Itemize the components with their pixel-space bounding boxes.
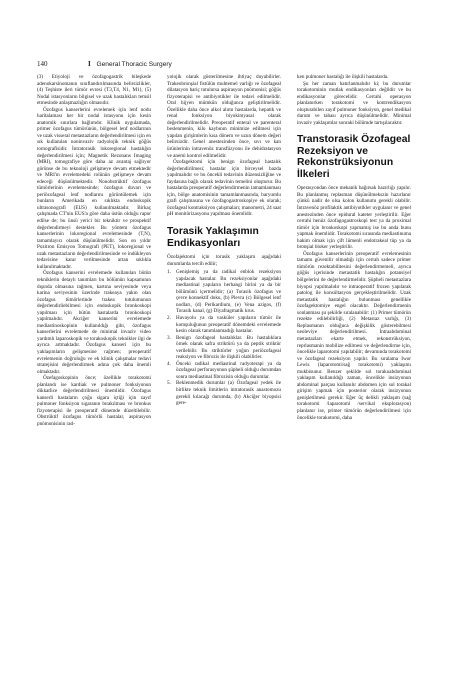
- paragraph: ken pulmoner hastalığı ile ilişkili hastalarda.: [297, 74, 389, 80]
- list-item: Beklenmedik durumlar (a) Özofageal yedek ile birlikte teknik limitlerin intratorasik anastomozu gerekli kılacağı durumda, (b) Akciğer biyopsisi gere-: [176, 380, 281, 407]
- text-column-3: [297, 74, 411, 644]
- text-column-1: [37, 74, 151, 644]
- running-header: [37, 60, 417, 70]
- section-heading: Transtorasik Özofageal Rezeksiyon ve Rekonstrüksiyonun İlkeleri: [297, 134, 411, 180]
- section-number: I: [88, 60, 91, 68]
- indication-list: [167, 269, 281, 406]
- running-title: [88, 60, 172, 68]
- paragraph: Operasyondan önce mekanik bağırsak hazırlığı yapılır. Bu planlanmış replasman düşünülmekszin hazırlanır çünkü nadir de olsa kolon kullanımı gerekli olabilir. İntravenöz profilaktik antibiyotikler uygulanır ve genel anestezinden önce epidural kateter yerleştirilir. Eğer cerrahi henüz özofagogastroskopi test ya da proximal tümör için bronkoskopi yapmamış ise bu anda bunu yapmak önemlidir. Torakotomi sırasında mediastinuma hakim olmak için çift lümenli endotrakeal tüp ya da bronşial bloker yerleştirilir.: [297, 185, 411, 251]
- paragraph: Özofagus kanserlerini evrelemek için lenf nodu haritalaması her bir nodal istasyonu için kesin anatomik sınırlara bağlımdır. Klinik uygulamada, primer özofagus tümörünün, bölgesel lenf nodlarının ve uzak visseral metastazların değerlendirilmesi için en sık kullanılan noninvaziv radyolojik teknik göğüs tomografisidir. İntratorasik lokoregional hastalığın değerlendirilmesi için; Magnetik Rezonans Imaging (MRI), tomografiye göre daha az avantaj sağlıyor görünse de bu teknoloji gelişmeye devam etmektedir ve MRI'ın evrelemedeki rolünün gelişmeye devam edeceği düşünülmektedir. Nonobstrüktif özofagus tümörlerinin evrelemesinde; özofagus duvarı ve periözofageal lenf nodlarını görüntülemek için bunların Amerikada en sıklıkta endoskopik ultrasonografi (EUS) kullanılmaktadır. Birkaç çalışmada CT'nin EUS'a göre daha üstün olduğu rapor edilse de; bu ünsü yerici bir tekniktir ve prospektif değerlendirmeyi destekler. Bu yöntem özofagus kanserlerinin lokoregional evrelemesinde (T,N), tamamlayıcı olarak düşünülmelidir. Son on yıldır Pozitron Emisyon Tomografi (PET), lokoregional ve uzak metastazların değerlendirilmesinde ve indükleyon tedavisine karar verilmesinde artan sıklıkla kullanılmaktadır.: [37, 106, 151, 270]
- paragraph: Özofajektomi için torasik yaklaşım aşağıdaki durumlarda tercih edilir;: [167, 254, 281, 267]
- paragraph: Özofagektomi için benign özofageal hastalık değerlendirilmesi; hastalar için birceysel bazda yapılmalıdır ve bu öncekli tedavinin düzensizliğine ve faydasına bağlı olarak tedavinin temelini oluşturur. Bu hastalarda preoperatif değerlendirmenin tamamlanması için, bölge anatomisinin tamamlanmasında, baryumlu grafi çalışmasına ve özofagogastroskopiye ek olarak; özofageal kontraksiyon çalışmaları; manometri, 24 saat pH monitörizasyonu yapılması önemlidir.: [167, 159, 281, 218]
- paragraph: Özofagus kanserini evrelemede kullanılan bütün tekniklerin detaylı tanımları bu bölümün kapsamının dışında olmasına rağmen, kartına seviyesinde veya karina seviyesinin üzerinde trakeaya yakın olan özofagus tümörlerinde trakea tutulumunun değerlendirilebilmesi için endoskopik bronkoskopi yapılması için bütün hastalarda bronkoskopi yapılmalıdır. Akciğer kanserini evrelemede mediastinoskopinin kullanıldığı gibi, özofagus kanserlerini evrelemede de minimal invaziv video yardımlı laparoskopik ve torakoskopik teknikler ilgi de ayrıca artmaktadır. Özofagus kanseri için bu yaklaşımların gelişmesine rağmen; preoperatif evrelemenin doğruluğu ve ek klinik çalışmalar tedavi stratejisini değerlendirmek adına çok daha önemli olmaktadır.: [37, 270, 151, 375]
- section-heading: Torasik Yaklaşımın Endikasyonları: [167, 226, 259, 249]
- page-number: 140: [37, 60, 48, 68]
- list-item: Önceki radikal mediastinal radyoterapi ya da özofageal perforasyonun şüpheli olduğu durumdan sonra mediastinal fibrozisin olduğu durumlar.: [176, 360, 281, 380]
- paragraph: Şu her zaman hatırlanmalıdır ki; bu durumlar torakotominin mutlak endikasyonları değildir ve bu endikasyonlar görecelidir. Cerrahi operasyon planlanırken torakotomi ve kontrendikasyon oluşturabilen zayıf pulmoner fonksiyon, genel medikal durum ve tahası ayrıca düşünülmelidir. Minimal invaziv yaklaşımlar sonraki bölümde tartışılacaktır.: [297, 80, 411, 126]
- text-column-2: [167, 74, 281, 644]
- paragraph: Özofagus kanserlerinin preoperatif evrelemesinin tamamı güvenilir olmadığı için cerrah sadece primer tümörün rezektabilitesini değerlendirmemeli, ayrıca göğüs içerisinde metastatik hastalığın potansiyel bölgelerini de değerlendirmelidir. Şüpheli metastazlara biyopsi yapılmalıdır ve intraoperatif frozen yapılarak patolog ile konsültasyon gerçekleştirilmelidir. Uzak metastatik hastalığın bulunması genellikle özofagektomiye engel olacaktır. Değerlendirmenin sonlanması şu şekilde sıralanabilir: (1) Primer tümörün rezekte edilebilirliği, (2) Metastaz varlığı, (3) Replasmanın olduğuca değişkilik gösterebilmesi neoleviye değerlendirilmesi. İntraabdominal metastazları ekarte etmek, rekonstrüksiyon, reprlasmanin mobilize edilmesi ve değerlendirme için, öncelikle laparotomi yapılabilir; devamında torakotomi ve özofageal rezeksiyon yapılır. Bu sıralama Iwor Lewis (laparotomi/sağ torakotomi) yaklaşımı mukbisunur. Benzer şekilde sol torakoabdominal yaklaşım kullanıldığı zaman, öncelikle insizyonun abdominal parçası kullanılır abdomen için sol torakal girişim yapmak için posterior olarak insizyonun genişletilmesi gerekir. Eğer üç delikli yaklaşım (sağ torakotomi /laparotomi /servikal eksplorasyon) planlanır ise, primer tümörün değerlendirilmesi için öncelikle torakotomi, daha: [297, 250, 411, 421]
- paragraph: yolojik olarak gösterilmesine ihtiyaç duyabilirler. Trakeobronşial fistülün muhtemel varlığı ve özofageal dilatasyon hariç tutulursa aspirasyon pnömonisi; göğüs fizyoterapisi ve antibiyotikler ile tedavi edilmelidir. Oral hijyen mümkün olduğunca geliştirilmelidir. Özellikle daha önce alkol alımı hastalarda, hepatik ve renal fonksiyon biyokimyasal olarak değerlendirilmelidir. Preoperatif enteral ve parenteral beslenmenin, kilo kaybının minimize edilmesi için yapılan girişimlerin kısa dönem ve uzun dönem değeri belirsizdir. Genel anestezinden önce, sıvı ve kan ürünlerinin intravenöz transfüzyonu ile dehidratasyon ve anemi kontrol edilmelidir.: [167, 74, 281, 159]
- section-title: General Thoracic Surgery: [96, 61, 172, 68]
- list-item: Benign özofageal hastalıklar. Bu hastalıklara örnek olarak safra striktürü ya da peptik striktür verilebilir. Bu striktürler yoğun periözofageal reaksiyon ve fibrozis ile ilişkili olabilirler.: [176, 334, 281, 361]
- list-item: Havayolu ya da vasküler yapıların tümör ile komşuluğunun preoperatif dönemdeki evrelemede kesin olarak tanımlanmadığı hastalar.: [176, 314, 281, 335]
- list-item: Genişlemiş ya da radikal enblok rezeksiyon yapılacak hastalar. Bu rezeksiyonlar aşağıdaki mediastinal yapıların herhangi birini ya da bir bölümünü içermelidir; (a) Torasik özofagus ve çevre konnektif doku, (b) Plevra (c) Bölgesel lenf nodları, (d) Perikardium, (e) Vena azigos, (f) Torasik kanal, (g) Diyafragmatik krus.: [176, 269, 281, 315]
- paragraph: (3) Etiyoloji ve özofagogastrik bileşkede adenokarsinomanın sınıflandırılmasında belirsizlikler, (4) Teşhiste ileri tümör evresi (T3,T4, N1, M1), (5) Nodal istasyonların bilgisel ve uzak hastalıkları temsil etmesinde anlaşmazlığın olmasıdır.: [37, 74, 151, 107]
- paragraph: Özefagoskopinin önce; özellikle torakotomi planlandı ise kardiak ve pulmoner fonksiyonun dikkatlice değerlendirilmesi önemlidir. Özofagus kanserli hastaların çoğu sigara içtiği için zayıf pulmoner fonksiyon sıgaranın bırakılması ve bronkus fizyoterapisi ile preoperatif dönemde düzeltilebilir. Obstrüktif özofagus tümörlü hastalar, aspirasyon pnömonisinin rad-: [37, 375, 151, 427]
